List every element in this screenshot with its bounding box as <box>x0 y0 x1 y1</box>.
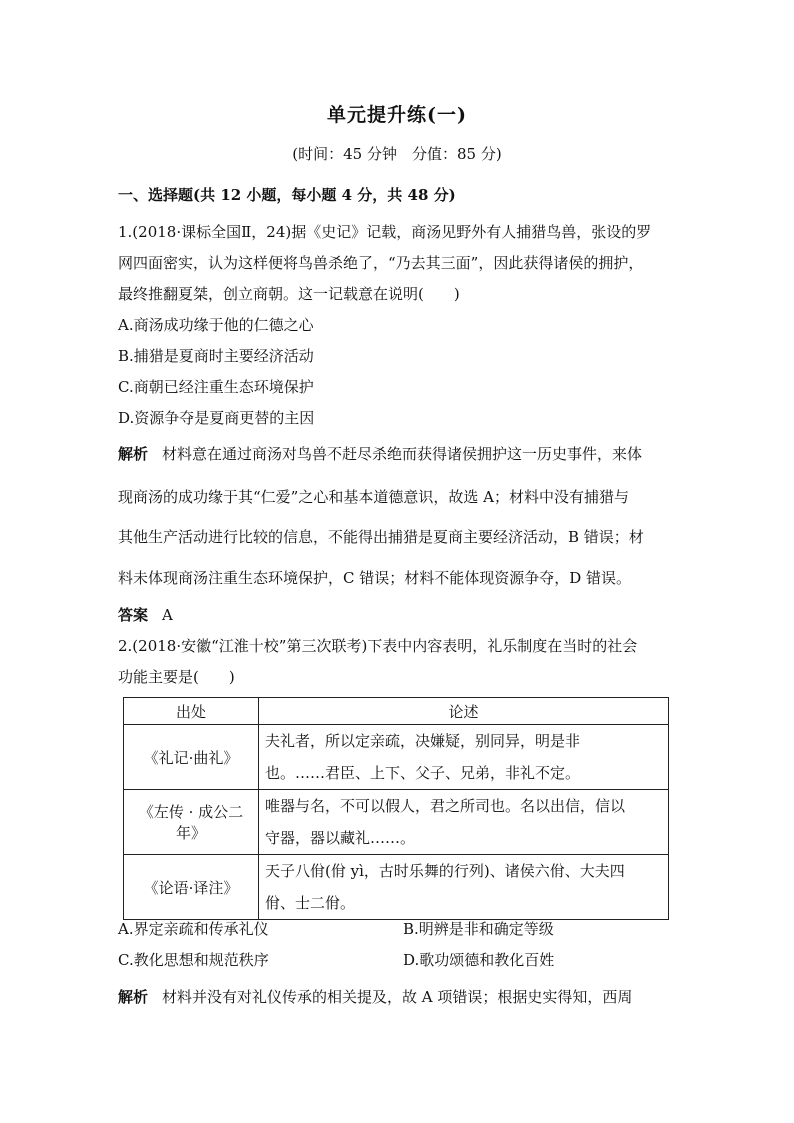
table-text-line: 也。……君臣、上下、父子、兄弟，非礼不定。 <box>265 764 581 782</box>
q1-stem-line: 最终推翻夏桀，创立商朝。这一记载意在说明( ) <box>118 285 460 303</box>
table-cell-text <box>259 790 669 855</box>
q2-option-a: A.界定亲疏和传承礼仪 <box>118 920 269 938</box>
analysis-text: 材料意在通过商汤对鸟兽不赶尽杀绝而获得诸侯拥护这一历史事件，来体 <box>162 445 643 463</box>
q2-option-d: D.歌功颂德和教化百姓 <box>403 951 555 969</box>
q1-stem-line: 网四面密实，认为这样便将鸟兽杀绝了，“乃去其三面”，因此获得诸侯的拥护， <box>118 254 644 272</box>
answer-value: A <box>162 606 173 624</box>
q2-stem-line: 功能主要是( ) <box>118 668 235 686</box>
table-cell-source: 《礼记·曲礼》 <box>124 725 259 790</box>
table-cell-text <box>259 855 669 920</box>
q1-analysis-line: 现商汤的成功缘于其“仁爱”之心和基本道德意识，故选 A；材料中没有捕猎与 <box>118 488 629 506</box>
q1-option-d: D.资源争夺是夏商更替的主因 <box>118 409 315 427</box>
table-header-source: 出处 <box>124 698 259 725</box>
table-text-line: 唯器与名，不可以假人，君之所司也。名以出信，信以 <box>265 797 626 815</box>
table-cell-source: 《论语·译注》 <box>124 855 259 920</box>
table-row <box>124 855 669 920</box>
table-cell-text <box>259 725 669 790</box>
q1-stem-line: 1.(2018·课标全国Ⅱ，24)据《史记》记载，商汤见野外有人捕猎鸟兽，张设的罗 <box>118 223 652 241</box>
section-heading: 一、选择题(共 12 小题，每小题 4 分，共 48 分) <box>118 186 456 204</box>
q1-analysis-line: 料未体现商汤注重生态环境保护，C 错误；材料不能体现资源争夺，D 错误。 <box>118 569 632 587</box>
q1-option-c: C.商朝已经注重生态环境保护 <box>118 378 314 396</box>
q2-option-c: C.教化思想和规范秩序 <box>118 951 269 969</box>
q2-option-b: B.明辨是非和确定等级 <box>403 920 554 938</box>
q2-stem-line: 2.(2018·安徽“江淮十校”第三次联考)下表中内容表明，礼乐制度在当时的社会 <box>118 637 638 655</box>
table-text-line: 佾、士二佾。 <box>265 894 356 912</box>
q2-source-table <box>123 697 669 920</box>
table-row <box>124 790 669 855</box>
answer-label: 答案 <box>118 606 149 624</box>
analysis-label: 解析 <box>118 988 149 1006</box>
table-text-line: 夫礼者，所以定亲疏，决嫌疑，别同异，明是非 <box>265 732 581 750</box>
q1-analysis-line <box>118 443 642 464</box>
table-cell-source: 《左传 · 成公二年》 <box>124 790 259 855</box>
table-text-line: 守器，器以藏礼……。 <box>265 829 416 847</box>
q1-option-b: B.捕猎是夏商时主要经济活动 <box>118 347 314 365</box>
q1-analysis-line: 其他生产活动进行比较的信息，不能得出捕猎是夏商主要经济活动，B 错误；材 <box>118 528 644 546</box>
q2-analysis-line <box>118 986 632 1007</box>
page-title: 单元提升练(一) <box>327 104 467 126</box>
table-row <box>124 725 669 790</box>
table-header-text: 论述 <box>259 698 669 725</box>
page-subtitle: (时间：45 分钟 分值：85 分) <box>292 145 502 163</box>
analysis-text: 材料并没有对礼仪传承的相关提及，故 A 项错误；根据史实得知，西周 <box>162 988 633 1006</box>
table-header-row <box>124 698 669 725</box>
q1-option-a: A.商汤成功缘于他的仁德之心 <box>118 316 314 334</box>
analysis-label: 解析 <box>118 445 149 463</box>
table-text-line: 天子八佾(佾 yì，古时乐舞的行列)、诸侯六佾、大夫四 <box>265 862 625 880</box>
q1-answer <box>118 604 173 625</box>
